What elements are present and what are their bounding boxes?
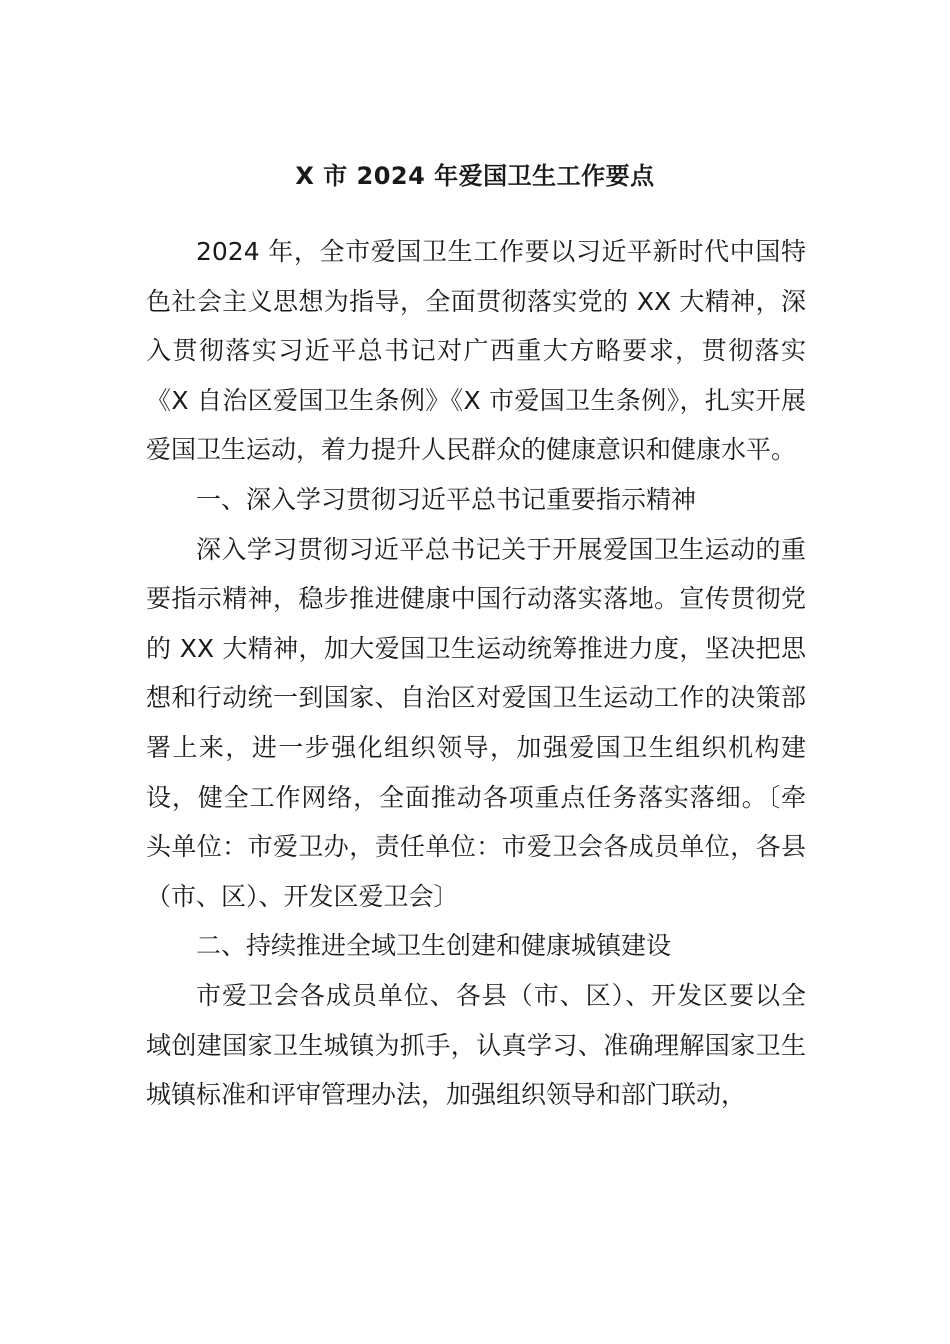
intro-paragraph: 2024 年，全市爱国卫生工作要以习近平新时代中国特色社会主义思想为指导，全面贯彻落实党的 XX 大精神，深入贯彻落实习近平总书记对广西重大方略要求，贯彻落实《X 自治区爱国卫生条例》《X 市爱国卫生条例》，扎实开展爱国卫生运动，着力提升人民群众的健康意识和健康水平。 [146, 237, 806, 465]
section-1-paragraph: 深入学习贯彻习近平总书记关于开展爱国卫生运动的重要指示精神，稳步推进健康中国行动落实落地。宣传贯彻党的 XX 大精神，加大爱国卫生运动统筹推进力度，坚决把思想和行动统一到国家、自治区对爱国卫生运动工作的决策部署上来，进一步强化组织领导，加强爱国卫生组织机构建设，健全工作网络，全面推动各项重点任务落实落细。〔牵头单位：市爱卫办，责任单位：市爱卫会各成员单位，各县（市、区）、开发区爱卫会〕 [146, 534, 806, 911]
section-2-heading: 二、持续推进全域卫生创建和健康城镇建设 [196, 931, 672, 961]
document-title: X 市 2024 年爱国卫生工作要点 [295, 162, 655, 190]
section-2-paragraph: 市爱卫会各成员单位、各县（市、区）、开发区要以全域创建国家卫生城镇为抓手，认真学习、准确理解国家卫生城镇标准和评审管理办法，加强组织领导和部门联动， [146, 980, 806, 1110]
document-body [146, 227, 806, 1120]
section-1-heading: 一、深入学习贯彻习近平总书记重要指示精神 [196, 484, 697, 514]
